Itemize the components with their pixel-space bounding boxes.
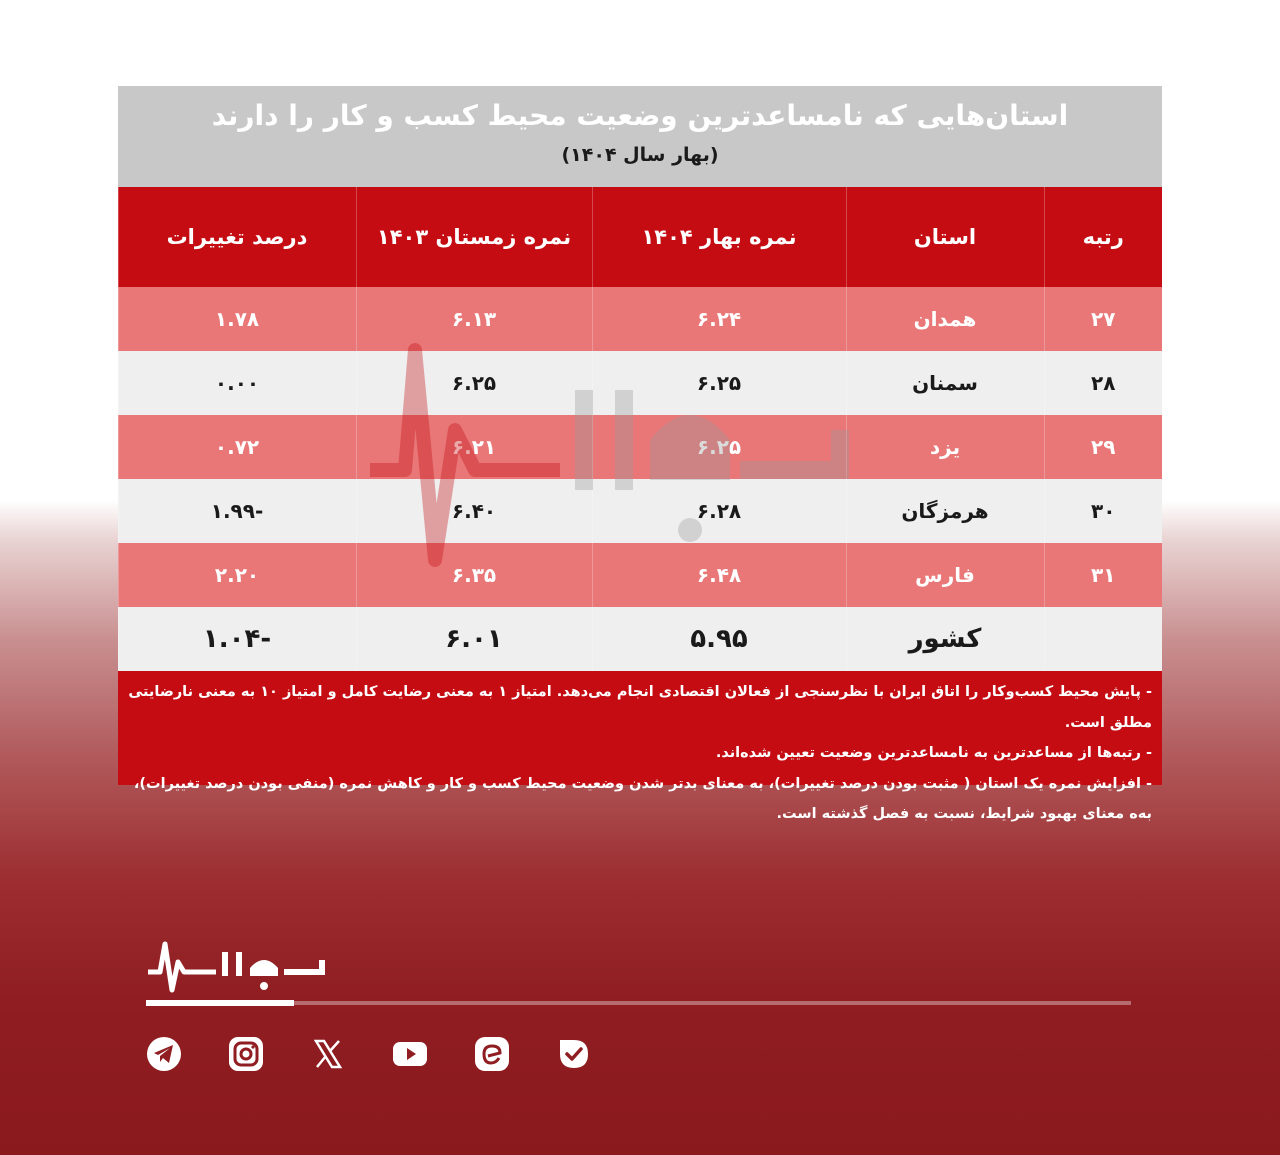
cell-spring-score: ۶.۲۵	[592, 351, 846, 415]
cell-winter-score: ۶.۲۱	[356, 415, 592, 479]
cell-spring-score: ۶.۴۸	[592, 543, 846, 607]
cell-winter-score: ۶.۳۵	[356, 543, 592, 607]
table-row	[118, 287, 1162, 351]
cell-province: کشور	[846, 607, 1044, 671]
x-icon[interactable]	[310, 1036, 346, 1072]
cell-rank: ۲۷	[1044, 287, 1162, 351]
cell-spring-score: ۶.۲۸	[592, 479, 846, 543]
cell-rank: ۲۸	[1044, 351, 1162, 415]
cell-province: همدان	[846, 287, 1044, 351]
eitaa-icon[interactable]	[474, 1036, 510, 1072]
cell-rank: ۳۱	[1044, 543, 1162, 607]
cell-change: -۱.۹۹	[118, 479, 356, 543]
cell-spring-score: ۶.۲۵	[592, 415, 846, 479]
table-row	[118, 479, 1162, 543]
title-block	[118, 86, 1162, 187]
cell-winter-score: ۶.۰۱	[356, 607, 592, 671]
brand-logo	[146, 938, 326, 994]
cell-province: یزد	[846, 415, 1044, 479]
cell-province: فارس	[846, 543, 1044, 607]
col-header-spring-score: نمره بهار ۱۴۰۴	[592, 187, 846, 287]
footer-divider-accent	[146, 1000, 294, 1006]
table-header-row	[118, 187, 1162, 287]
cell-change: ۲.۲۰	[118, 543, 356, 607]
footnote: - رتبه‌ها از مساعدترین به نامساعدترین وضعیت تعیین شده‌اند.	[715, 745, 1152, 761]
col-header-rank: رتبه	[1044, 187, 1162, 287]
cell-rank: ۳۰	[1044, 479, 1162, 543]
page-subtitle: (بهار سال ۱۴۰۴)	[561, 144, 719, 166]
footnote: - پایش محیط کسب‌وکار را اتاق ایران با نظرسنجی از فعالان اقتصادی انجام می‌دهد. امتیاز ۱ به معنی رضایت کامل و امتیاز ۱۰ به معنی نارضایتی مطلق است.	[128, 684, 1152, 731]
col-header-change-percent: درصد تغییرات	[118, 187, 356, 287]
bale-icon[interactable]	[556, 1036, 592, 1072]
cell-change: ۰.۰۰	[118, 351, 356, 415]
cell-change: ۰.۷۲	[118, 415, 356, 479]
col-header-province: استان	[846, 187, 1044, 287]
cell-winter-score: ۶.۴۰	[356, 479, 592, 543]
cell-spring-score: ۵.۹۵	[592, 607, 846, 671]
cell-winter-score: ۶.۲۵	[356, 351, 592, 415]
table-row	[118, 543, 1162, 607]
col-header-winter-score: نمره زمستان ۱۴۰۳	[356, 187, 592, 287]
footnote: - افزایش نمره یک استان ( مثبت بودن درصد تغییرات)، به معنای بدتر شدن وضعیت محیط کسب و کار و کاهش نمره (منفی بودن درصد تغییرات)، به‌ه معنای بهبود شرایط، نسبت به فصل گذشته است.	[133, 775, 1152, 822]
cell-change: ۱.۷۸	[118, 287, 356, 351]
cell-winter-score: ۶.۱۳	[356, 287, 592, 351]
page-title: استان‌هایی که نامساعدترین وضعیت محیط کسب و کار را دارند	[211, 99, 1069, 132]
table-row-total	[118, 607, 1162, 671]
cell-change: -۱.۰۴	[118, 607, 356, 671]
cell-province: هرمزگان	[846, 479, 1044, 543]
cell-rank: ۲۹	[1044, 415, 1162, 479]
youtube-icon[interactable]	[392, 1036, 428, 1072]
footnotes	[118, 671, 1162, 822]
instagram-icon[interactable]	[228, 1036, 264, 1072]
table-row	[118, 415, 1162, 479]
report-card	[118, 86, 1162, 822]
cell-spring-score: ۶.۲۴	[592, 287, 846, 351]
social-icons	[146, 1036, 592, 1072]
telegram-icon[interactable]	[146, 1036, 182, 1072]
cell-province: سمنان	[846, 351, 1044, 415]
provinces-table	[118, 187, 1163, 671]
table-row	[118, 351, 1162, 415]
cell-rank	[1044, 607, 1162, 671]
